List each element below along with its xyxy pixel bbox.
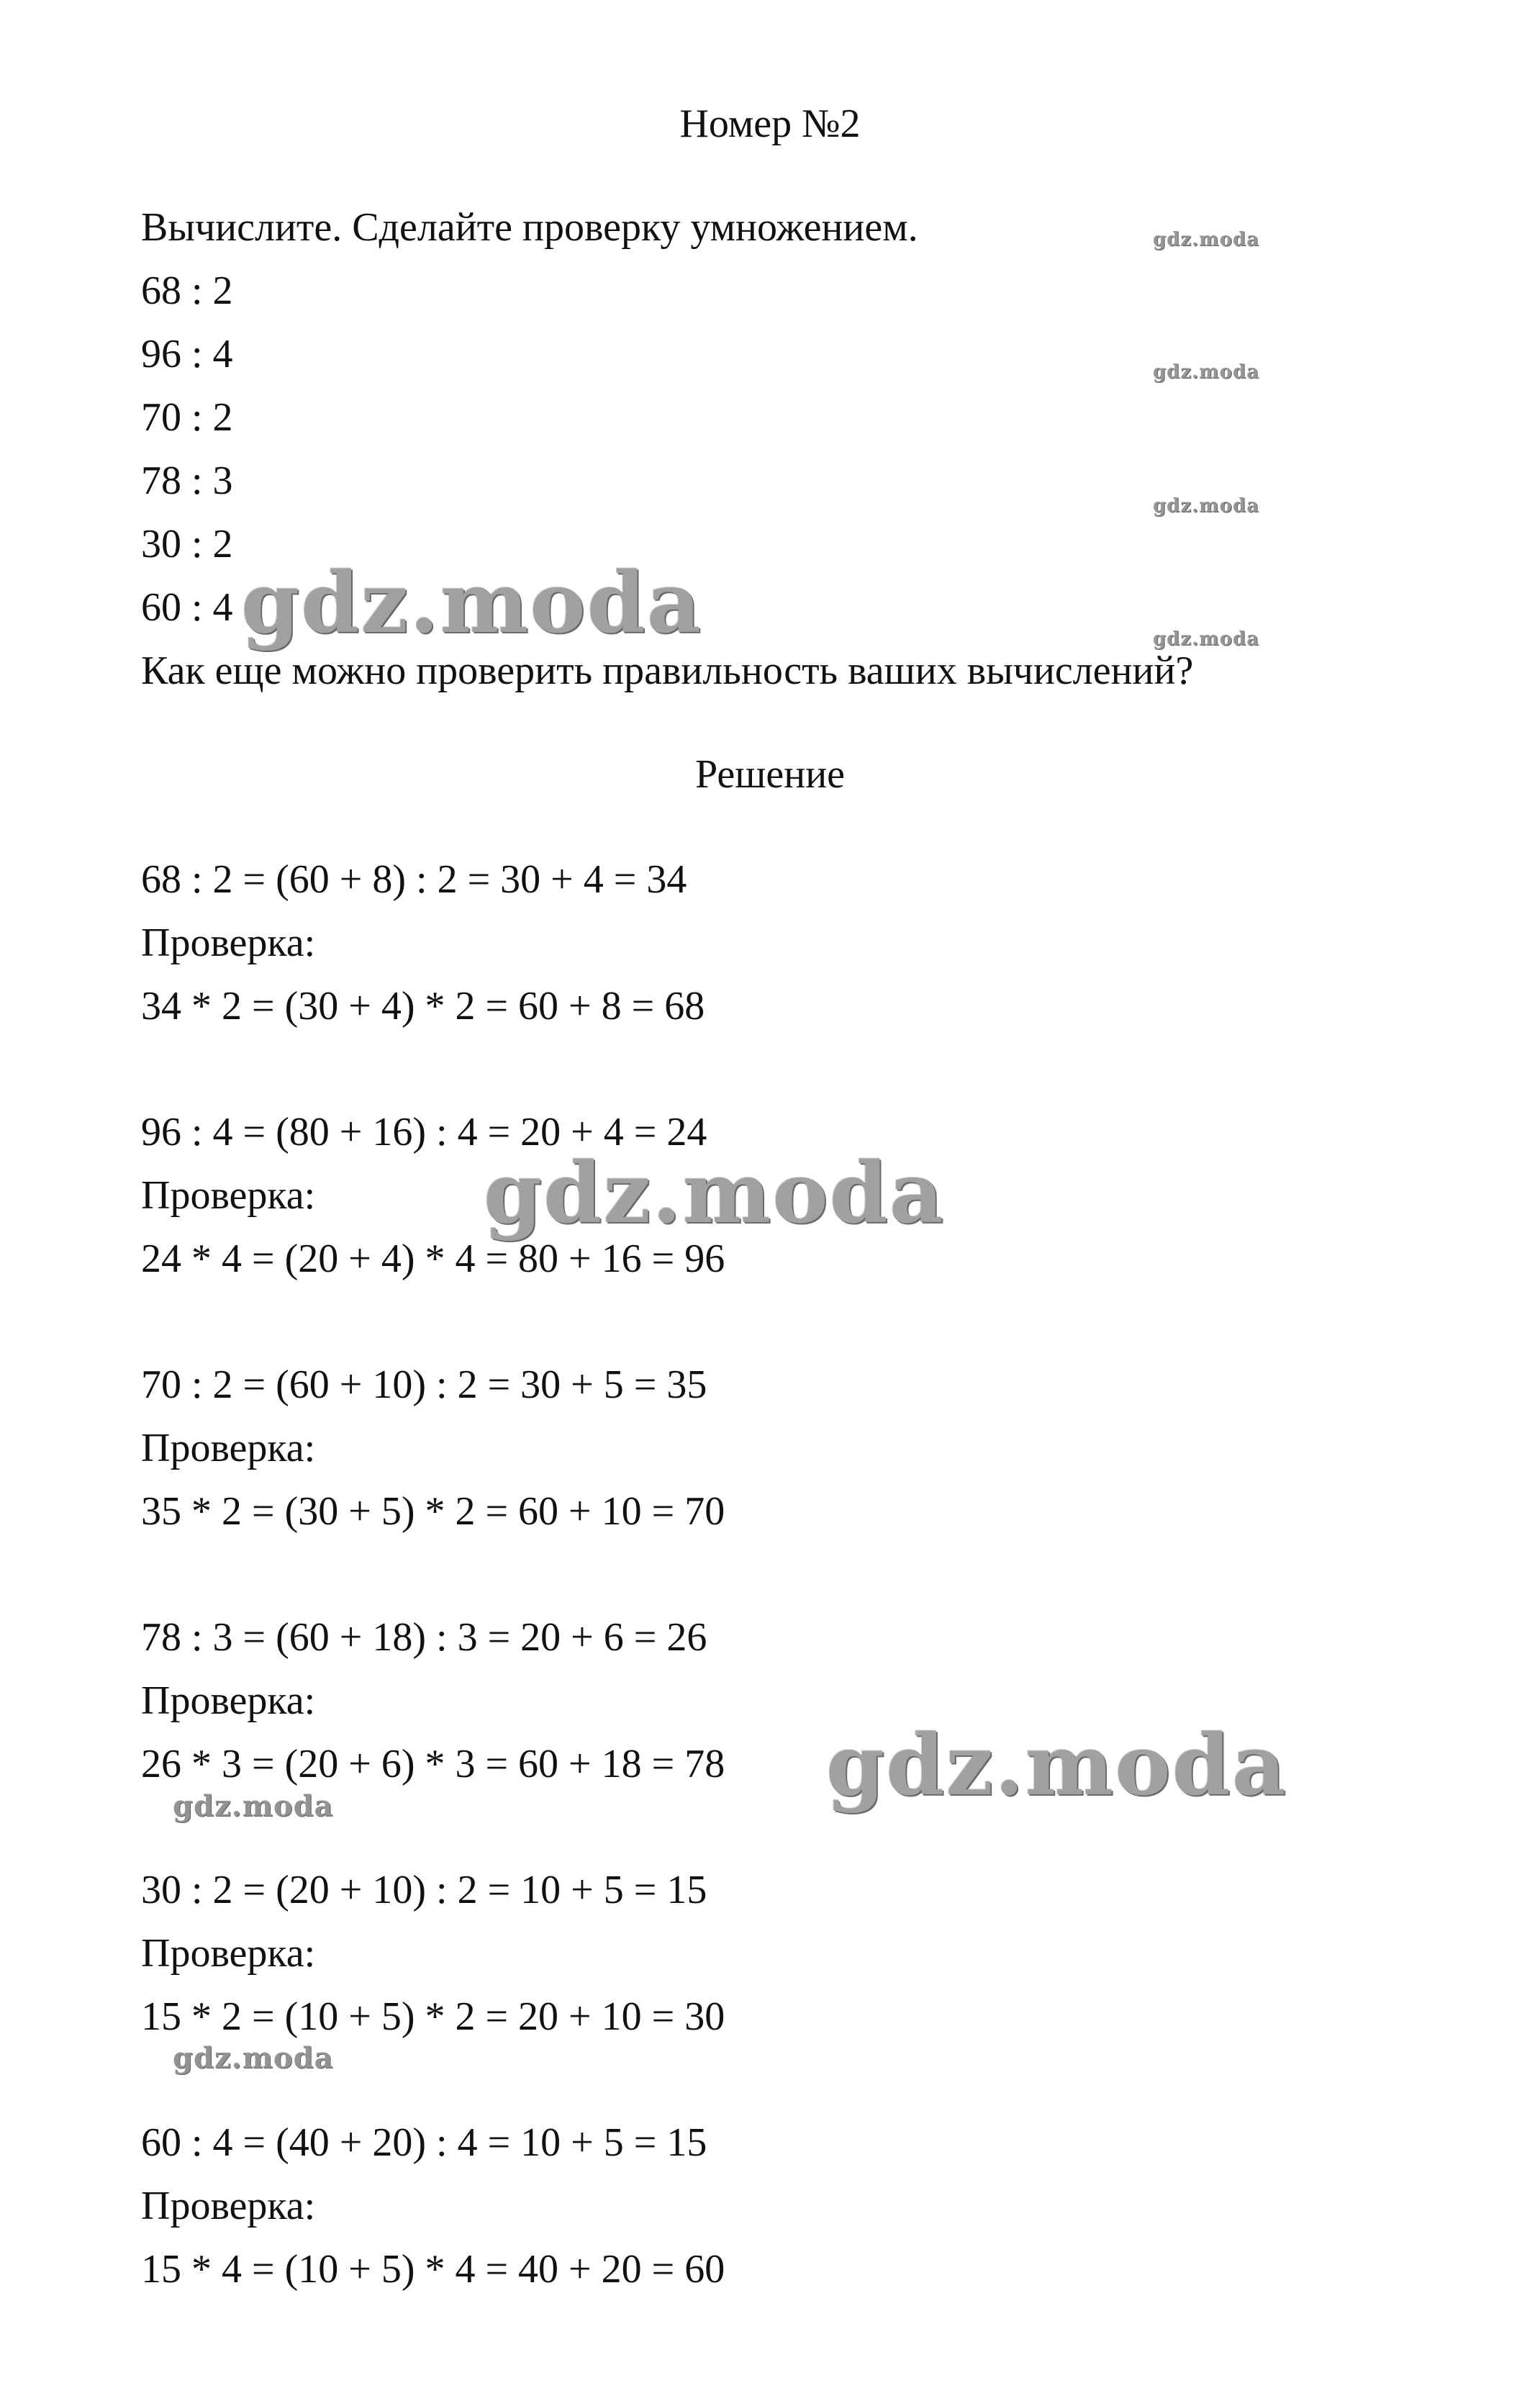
watermark-small-2: gdz.moda [1153,361,1260,383]
solution-check-5: 15 * 2 = (10 + 5) * 2 = 20 + 10 = 30 [141,1994,725,2039]
watermark-small-1: gdz.moda [1153,229,1260,250]
solution-division-2: 96 : 4 = (80 + 16) : 4 = 20 + 4 = 24 [141,1110,707,1154]
solution-division-4: 78 : 3 = (60 + 18) : 3 = 20 + 6 = 26 [141,1615,707,1660]
watermark-large-2: gdz.moda [484,1144,945,1242]
solution-division-1: 68 : 2 = (60 + 8) : 2 = 30 + 4 = 34 [141,857,687,902]
solution-heading: Решение [694,752,846,797]
watermark-small-3: gdz.moda [1153,495,1260,517]
solution-check-3: 35 * 2 = (30 + 5) * 2 = 60 + 10 = 70 [141,1489,725,1534]
solution-check-6: 15 * 4 = (10 + 5) * 4 = 40 + 20 = 60 [141,2247,725,2292]
solution-division-3: 70 : 2 = (60 + 10) : 2 = 30 + 5 = 35 [141,1362,707,1407]
task-question: Как еще можно проверить правильность ваших вычислений? [141,648,1194,693]
watermark-medium-2: gdz.moda [173,2041,334,2075]
task-expression-4: 78 : 3 [141,458,233,503]
watermark-medium-1: gdz.moda [173,1789,334,1823]
solution-check-1: 34 * 2 = (30 + 4) * 2 = 60 + 8 = 68 [141,984,705,1028]
check-label-3: Проверка: [141,1426,316,1470]
check-label-4: Проверка: [141,1678,316,1723]
watermark-large-1: gdz.moda [241,554,702,652]
solution-division-5: 30 : 2 = (20 + 10) : 2 = 10 + 5 = 15 [141,1868,707,1912]
watermark-large-3: gdz.moda [826,1717,1287,1814]
solution-check-4: 26 * 3 = (20 + 6) * 3 = 60 + 18 = 78 [141,1742,725,1786]
solution-check-2: 24 * 4 = (20 + 4) * 4 = 80 + 16 = 96 [141,1236,725,1281]
task-expression-1: 68 : 2 [141,268,233,313]
check-label-2: Проверка: [141,1173,316,1218]
check-label-5: Проверка: [141,1931,316,1976]
page-title: Номер №2 [679,101,861,146]
task-prompt: Вычислите. Сделайте проверку умножением. [141,205,918,250]
task-expression-6: 60 : 4 [141,585,233,630]
task-expression-3: 70 : 2 [141,395,233,440]
watermark-small-4: gdz.moda [1153,628,1260,650]
task-expression-5: 30 : 2 [141,522,233,566]
check-label-6: Проверка: [141,2184,316,2228]
check-label-1: Проверка: [141,921,316,965]
task-expression-2: 96 : 4 [141,332,233,376]
solution-division-6: 60 : 4 = (40 + 20) : 4 = 10 + 5 = 15 [141,2120,707,2165]
